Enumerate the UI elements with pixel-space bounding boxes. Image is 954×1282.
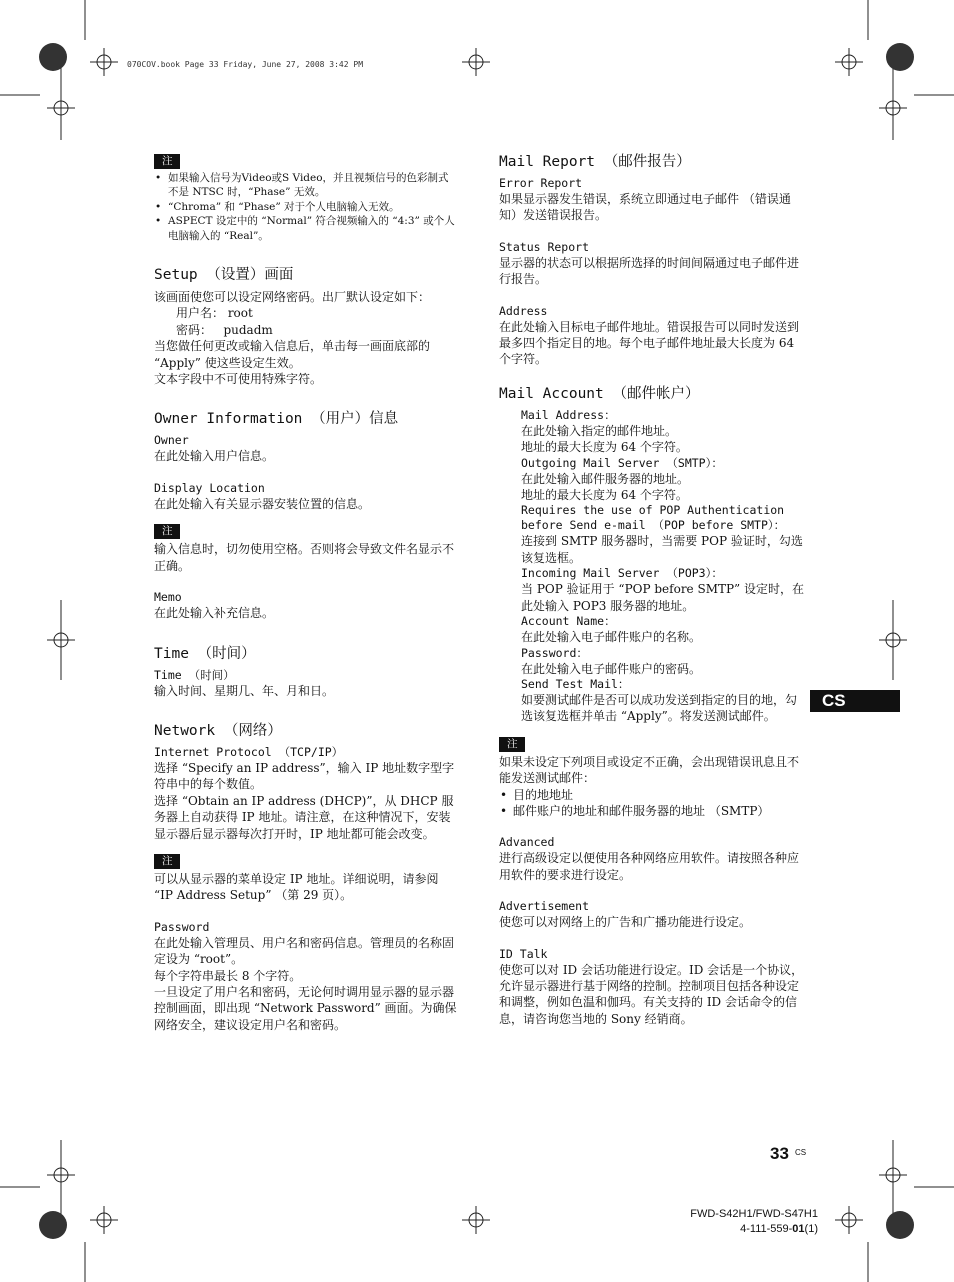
subheading-mail-password: Password： xyxy=(521,645,588,660)
password-text: 在此处输入管理员、用户名和密码信息。管理员的名称固定设为 “root”。 xyxy=(154,935,455,967)
note-label: 注 xyxy=(154,524,180,539)
account-name-text: 在此处输入电子邮件账户的名称。 xyxy=(521,630,702,645)
note-item: • 目的地地址 xyxy=(499,787,804,803)
subheading-time: Time （时间） xyxy=(154,667,235,682)
advertisement-text: 使您可以对网络上的广告和广播功能进行设定。 xyxy=(499,915,752,930)
note-text: 可以从显示器的菜单设定 IP 地址。详细说明，请参阅 “IP Address Setup” （第 29 页）。 xyxy=(154,871,439,903)
subheading-pop-auth-2: before Send e-mail （POP before SMTP）： xyxy=(521,518,786,533)
subheading-address: Address xyxy=(499,303,548,318)
model-name: FWD-S42H1/FWD-S47H1 xyxy=(690,1208,818,1220)
section-heading-network: Network （网络） xyxy=(154,722,282,739)
model-info xyxy=(690,1207,818,1237)
section-heading-mail-report: Mail Report （邮件报告） xyxy=(499,154,691,170)
subheading-send-test-mail: Send Test Mail： xyxy=(521,676,630,691)
setup-password: 密码： pudadm xyxy=(176,322,273,337)
note-text: 输入信息时，切勿使用空格。否则将会导致文件名显示不正确。 xyxy=(154,542,455,573)
outgoing-server-length: 地址的最大长度为 64 个字符。 xyxy=(521,488,688,503)
subheading-mail-address: Mail Address： xyxy=(521,407,616,422)
part-number xyxy=(690,1222,818,1237)
section-heading-setup: Setup （设置）画面 xyxy=(154,267,294,284)
status-report-text: 显示器的状态可以根据所选择的时间间隔通过电子邮件进行报告。 xyxy=(499,255,800,287)
ip-specify-text: 选择 “Specify an IP address”，输入 IP 地址数字型字符串中的每个数值。 xyxy=(154,760,455,792)
subheading-status-report: Status Report xyxy=(499,239,590,254)
part-number-revision: 01 xyxy=(792,1223,805,1235)
setup-username: 用户名： root xyxy=(176,306,253,321)
note-list xyxy=(499,787,804,820)
note-text: 如果未设定下列项目或设定不正确，会出现错误讯息且不能发送测试邮件： xyxy=(499,754,800,786)
subheading-id-talk: ID Talk xyxy=(499,946,548,961)
subheading-advanced: Advanced xyxy=(499,835,555,850)
subheading-incoming-server: Incoming Mail Server （POP3）： xyxy=(521,566,723,581)
note-label: 注 xyxy=(499,737,525,752)
subheading-internet-protocol: Internet Protocol （TCP/IP） xyxy=(154,744,344,759)
outgoing-server-text: 在此处输入邮件服务器的地址。 xyxy=(521,471,690,486)
memo-text: 在此处输入补充信息。 xyxy=(154,606,275,621)
id-talk-text: 使您可以对 ID 会话功能进行设定。ID 会话是一个协议，允许显示器进行基于网络的控制。控制项目包括各种设定和调整，例如色温和伽玛。有关支持的 ID 会话命令的信息，请咨询您当地的 Sony 经销商。 xyxy=(499,962,804,1026)
subheading-pop-auth: Requires the use of POP Authentication xyxy=(521,503,785,518)
advanced-text: 进行高级设定以便使用各种网络应用软件。请按照各种应用软件的要求进行设定。 xyxy=(499,851,800,882)
print-header: 070COV.book Page 33 Friday, June 27, 2008 3:42 PM xyxy=(127,60,364,69)
time-text: 输入时间、星期几、年、月和日。 xyxy=(154,683,335,698)
subheading-advertisement: Advertisement xyxy=(499,899,590,914)
subheading-account-name: Account Name： xyxy=(521,614,616,629)
subheading-error-report: Error Report xyxy=(499,176,583,190)
page-suffix: CS xyxy=(795,1148,807,1157)
subheading-memo: Memo xyxy=(154,590,182,605)
error-report-text: 如果显示器发生错误，系统立即通过电子邮件 （错误通知）发送错误报告。 xyxy=(499,192,791,223)
note-list xyxy=(154,171,459,243)
section-heading-mail-account: Mail Account （邮件帐户） xyxy=(499,385,700,402)
mail-address-length: 地址的最大长度为 64 个字符。 xyxy=(521,440,688,455)
part-number-suffix: (1) xyxy=(804,1223,818,1235)
note-item: • ASPECT 设定中的 “Normal” 符合视频输入的 “4:3” 或个人电脑输入的 “Real”。 xyxy=(154,214,459,243)
password-length-text: 每个字符串最长 8 个字符。 xyxy=(154,968,302,983)
setup-apply-text: 当您做任何更改或输入信息后，单击每一画面底部的 “Apply” 使这些设定生效。 xyxy=(154,339,431,370)
mail-password-text: 在此处输入电子邮件账户的密码。 xyxy=(521,661,702,676)
language-tab: CS xyxy=(810,690,900,712)
display-location-text: 在此处输入有关显示器安装位置的信息。 xyxy=(154,496,371,511)
setup-special-chars: 文本字段中不可使用特殊字符。 xyxy=(154,372,323,387)
section-heading-owner: Owner Information （用户）信息 xyxy=(154,411,399,428)
right-column xyxy=(499,152,804,1027)
subheading-outgoing-server: Outgoing Mail Server （SMTP）： xyxy=(521,455,723,470)
pop-auth-text: 连接到 SMTP 服务器时，当需要 POP 验证时，勾选该复选框。 xyxy=(521,534,803,565)
part-number-prefix: 4-111-559- xyxy=(740,1223,793,1235)
note-label: 注 xyxy=(154,154,180,169)
incoming-server-text: 当 POP 验证用于 “POP before SMTP” 设定时，在此处输入 POP3 服务器的地址。 xyxy=(521,582,805,613)
setup-intro: 该画面使您可以设定网络密码。出厂默认设定如下： xyxy=(154,290,431,305)
mail-account-list xyxy=(499,408,804,725)
page-number: 33 xyxy=(770,1144,789,1163)
left-column xyxy=(154,152,459,1033)
subheading-owner: Owner xyxy=(154,433,189,448)
subheading-password: Password xyxy=(154,919,210,934)
owner-text: 在此处输入用户信息。 xyxy=(154,449,275,464)
send-test-mail-text: 如要测试邮件是否可以成功发送到指定的目的地，勾选该复选框并单击 “Apply”。将发送测试邮件。 xyxy=(521,692,798,724)
ip-dhcp-text: 选择 “Obtain an IP address (DHCP)”，从 DHCP 服务器上自动获得 IP 地址。请注意，在这种情况下，安装显示器后显示器每次打开时，IP 地址都可能会改变。 xyxy=(154,793,454,841)
note-item: • 如果输入信号为Video或S Video，并且视频信号的色彩制式不是 NTSC 时，“Phase” 无效。 xyxy=(154,171,459,200)
section-heading-time: Time （时间） xyxy=(154,645,256,662)
mail-address-text: 在此处输入指定的邮件地址。 xyxy=(521,423,678,438)
note-item: • 邮件账户的地址和邮件服务器的地址 （SMTP） xyxy=(499,803,804,819)
note-label: 注 xyxy=(154,854,180,869)
note-item: • “Chroma” 和 “Phase” 对于个人电脑输入无效。 xyxy=(154,200,459,214)
address-text: 在此处输入目标电子邮件地址。错误报告可以同时发送到最多四个指定目的地。每个电子邮件地址最大长度为 64 个字符。 xyxy=(499,319,800,367)
password-security-text: 一旦设定了用户名和密码，无论何时调用显示器的显示器控制画面，即出现 “Network Password” 画面。为确保网络安全，建议设定用户名和密码。 xyxy=(154,984,457,1032)
subheading-display-location: Display Location xyxy=(154,480,265,495)
